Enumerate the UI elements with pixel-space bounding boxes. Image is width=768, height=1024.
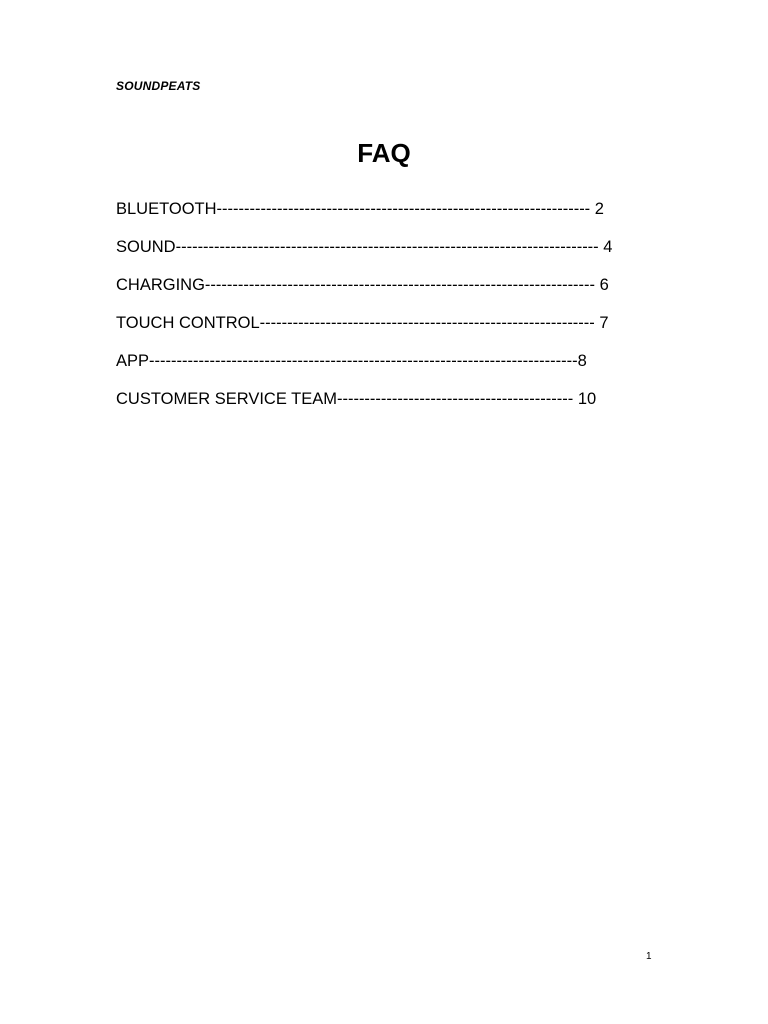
table-of-contents: [116, 199, 656, 427]
toc-entry-customer-service-team[interactable]: CUSTOMER SERVICE TEAM------------------------------------------- 10: [116, 390, 597, 408]
page-title: FAQ: [357, 138, 411, 168]
brand-header: SOUNDPEATS: [116, 79, 201, 93]
toc-entry-charging[interactable]: CHARGING----------------------------------------------------------------------- 6: [116, 276, 609, 294]
page-number: 1: [646, 951, 652, 962]
toc-entry-touch-control[interactable]: TOUCH CONTROL------------------------------------------------------------- 7: [116, 314, 609, 332]
toc-entry-app[interactable]: APP------------------------------------------------------------------------------8: [116, 352, 587, 370]
toc-entry-sound[interactable]: SOUND----------------------------------------------------------------------------- 4: [116, 238, 613, 256]
toc-entry-bluetooth[interactable]: BLUETOOTH-------------------------------------------------------------------- 2: [116, 200, 604, 218]
